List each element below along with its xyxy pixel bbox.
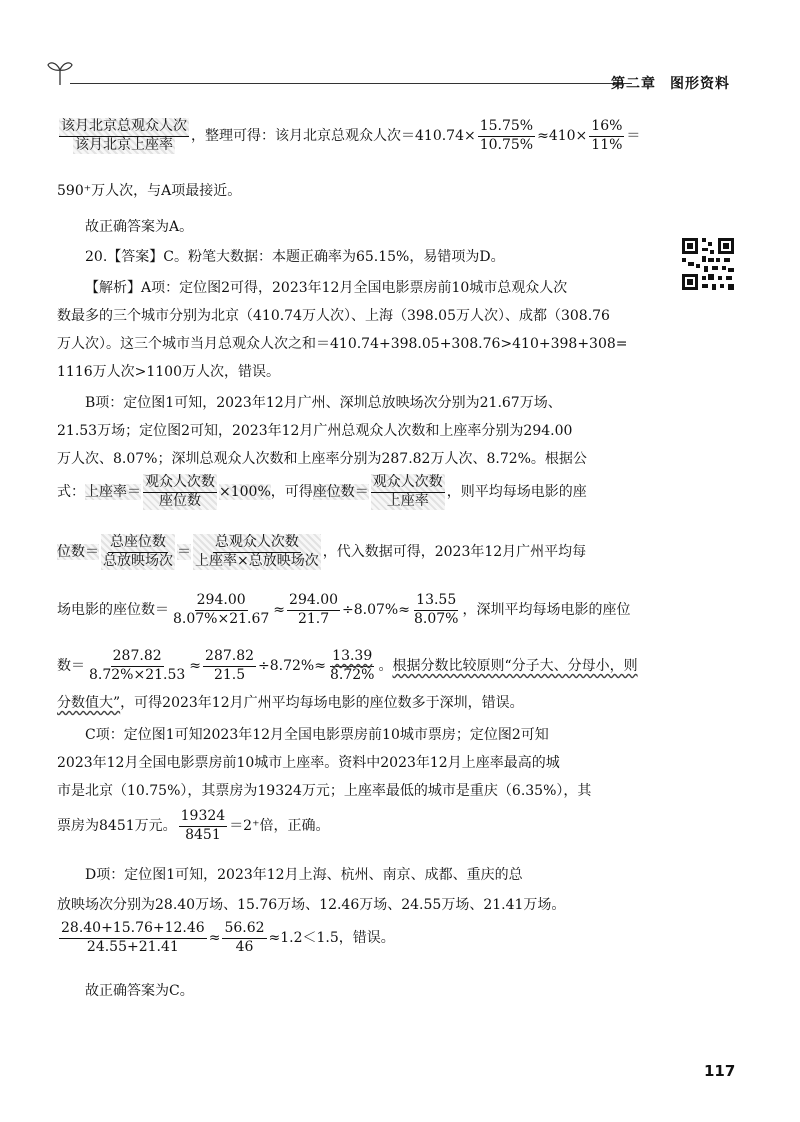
fraction <box>287 592 340 628</box>
text: ，则平均每场电影的座 <box>446 484 587 500</box>
page-number: 117 <box>704 1062 736 1080</box>
line-12 <box>57 474 587 510</box>
fraction <box>478 118 535 154</box>
text: 场电影的座位数＝ <box>57 602 169 618</box>
line-21: D项：定位图1可知，2023年12月上海、杭州、南京、成都、重庆的总 <box>85 867 523 883</box>
line-18: 2023年12月全国电影票房前10城市上座率。资料中2023年12月上座率最高的城 <box>57 755 560 771</box>
text: ÷8.07%≈ <box>342 602 410 618</box>
numerator: 28.40+15.76+12.46 <box>59 920 207 939</box>
denominator: 上座率×总放映场次 <box>195 552 319 569</box>
numerator: 19324 <box>179 808 228 827</box>
highlight-text: 座位数＝ <box>312 484 369 500</box>
numerator: 总观众人次数 <box>213 534 301 553</box>
line-4: 20.【答案】C。粉笔大数据：本题正确率为65.15%，易错项为D。 <box>85 249 505 265</box>
text: 。 <box>378 658 393 674</box>
denominator: 46 <box>235 938 254 955</box>
text: ÷8.72%≈ <box>258 658 326 674</box>
numerator: 13.39 <box>330 648 374 667</box>
highlight-text: 位数＝ <box>57 544 99 560</box>
highlight-text: ×100% <box>219 484 271 500</box>
chapter-label: 第二章 <box>611 76 656 92</box>
numerator: 13.55 <box>414 592 458 611</box>
fraction <box>203 648 256 684</box>
fraction <box>328 648 376 684</box>
denominator: 上座率 <box>386 492 429 509</box>
text: 数＝ <box>57 658 85 674</box>
emphasis-text: 分数值大” <box>57 695 121 711</box>
line-23 <box>57 920 395 956</box>
numerator: 294.00 <box>195 592 248 611</box>
denominator: 10.75% <box>479 136 534 153</box>
numerator: 观众人次数 <box>143 474 217 493</box>
line-22: 放映场次分别为28.40万场、15.76万场、12.46万场、24.55万场、21.41万场。 <box>57 897 566 913</box>
numerator: 观众人次数 <box>371 474 445 493</box>
text: ＝2⁺倍，正确。 <box>229 818 330 834</box>
line-3: 故正确答案为A。 <box>85 219 194 235</box>
numerator: 294.00 <box>287 592 340 611</box>
line-24: 故正确答案为C。 <box>85 983 194 999</box>
fraction <box>371 474 445 510</box>
fraction <box>143 474 217 510</box>
numerator: 总座位数 <box>108 534 168 553</box>
line-10: 21.53万场；定位图2可知，2023年12月广州总观众人次数和上座率分别为294.00 <box>57 423 573 439</box>
text: ≈410× <box>537 128 588 144</box>
line-6: 数最多的三个城市分别为北京（410.74万人次）、上海（398.05万人次）、成都（308.76 <box>57 308 610 324</box>
line-16 <box>57 692 524 712</box>
highlight-text: ＝ <box>177 544 191 560</box>
line-5: 【解析】A项：定位图2可得，2023年12月全国电影票房前10城市总观众人次 <box>85 280 568 296</box>
line-11: 万人次、8.07%；深圳总观众人次数和上座率分别为287.82万人次、8.72%。根据公 <box>57 451 587 467</box>
line-19: 市是北京（10.75%），其票房为19324万元；上座率最低的城市是重庆（6.35%），其 <box>57 783 592 799</box>
numerator: 287.82 <box>203 648 256 667</box>
fraction <box>179 808 228 844</box>
numerator: 15.75% <box>478 118 535 137</box>
line-7: 万人次）。这三个城市当月总观众人次之和＝410.74+398.05+308.76>410+398+308= <box>57 336 628 352</box>
fraction <box>59 920 207 956</box>
fraction <box>589 118 624 154</box>
fraction <box>193 534 321 570</box>
text: ，代入数据可得，2023年12月广州平均每 <box>322 544 587 560</box>
text: ＝ <box>626 128 641 144</box>
text: 票房为8451万元。 <box>57 818 177 834</box>
fraction <box>412 592 460 628</box>
denominator: 8.07% <box>413 610 459 627</box>
text: ≈1.2＜1.5，错误。 <box>268 930 395 946</box>
denominator: 8.07%×21.67 <box>173 610 270 627</box>
text: ，整理可得：该月北京总观众人次＝410.74× <box>191 128 476 144</box>
text: ≈ <box>208 930 221 946</box>
fraction <box>101 534 175 570</box>
denominator: 8.72%×21.53 <box>89 666 186 683</box>
text: ，深圳平均每场电影的座位 <box>462 602 631 618</box>
denominator: 21.5 <box>213 666 246 683</box>
line-17: C项：定位图1可知2023年12月全国电影票房前10城市票房；定位图2可知 <box>85 727 549 743</box>
text: 式： <box>57 484 85 500</box>
line-8: 1116万人次>1100万人次，错误。 <box>57 364 280 380</box>
chapter-title <box>611 73 730 93</box>
header-rule <box>70 83 632 84</box>
numerator: 287.82 <box>111 648 164 667</box>
emphasis-text: 根据分数比较原则“分子大、分母小，则 <box>392 658 638 674</box>
numerator: 56.62 <box>222 920 266 939</box>
fraction <box>171 592 271 628</box>
qr-code-icon <box>680 236 736 292</box>
line-13 <box>57 534 586 570</box>
numerator: 该月北京总观众人次 <box>59 118 189 137</box>
denominator: 总放映场次 <box>103 552 173 569</box>
fraction <box>59 118 189 154</box>
line-9: B项：定位图1可知，2023年12月广州、深圳总放映场次分别为21.67万场、 <box>85 395 562 411</box>
fraction <box>222 920 266 956</box>
text: ，可得 <box>270 484 313 500</box>
text: ≈ <box>189 658 202 674</box>
denominator: 座位数 <box>159 492 201 509</box>
line-14 <box>57 592 630 628</box>
line-2: 590⁺万人次，与A项最接近。 <box>57 183 242 199</box>
denominator: 8451 <box>185 826 221 843</box>
line-1 <box>57 118 640 154</box>
text: ≈ <box>273 602 286 618</box>
denominator: 11% <box>591 136 623 153</box>
numerator: 16% <box>589 118 624 137</box>
page-header <box>40 55 740 95</box>
section-label: 图形资料 <box>670 76 730 92</box>
denominator: 21.7 <box>297 610 330 627</box>
line-20 <box>57 808 329 844</box>
highlight-text: 上座率＝ <box>85 484 141 500</box>
denominator: 8.72% <box>329 666 375 683</box>
denominator: 24.55+21.41 <box>86 938 179 955</box>
text: ，可得2023年12月广州平均每场电影的座位数多于深圳，错误。 <box>120 695 524 711</box>
line-15 <box>57 648 638 684</box>
fraction <box>87 648 187 684</box>
denominator: 该月北京上座率 <box>75 136 173 153</box>
